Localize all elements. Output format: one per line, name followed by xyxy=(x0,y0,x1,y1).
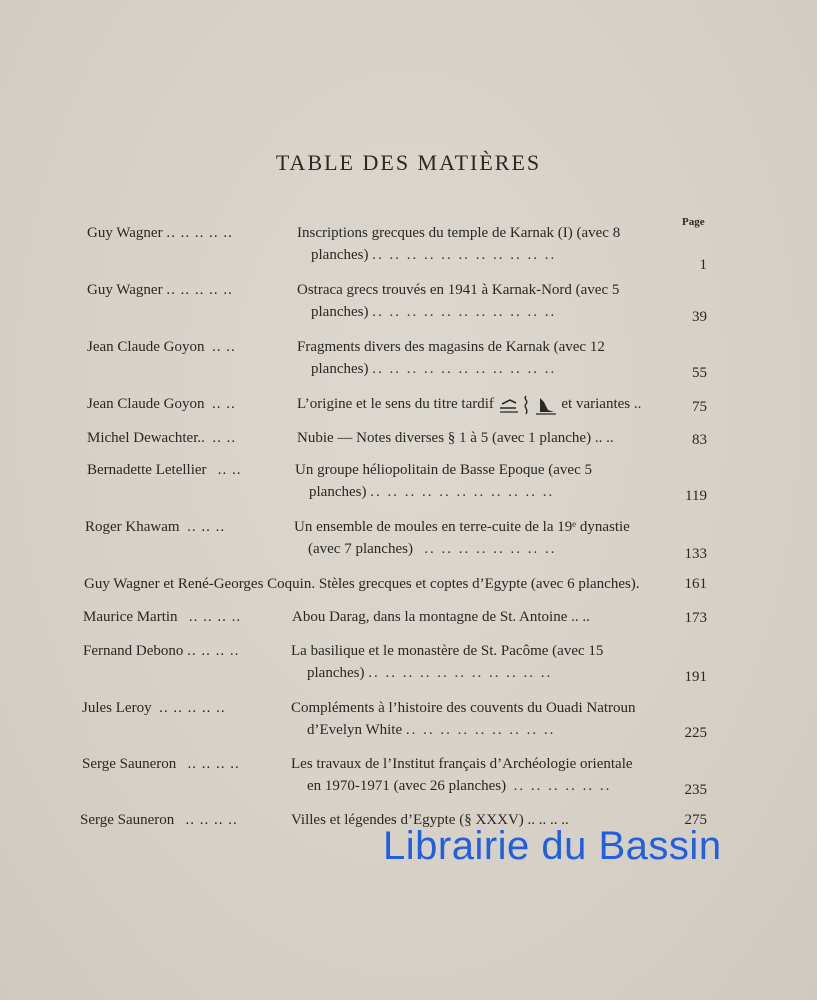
entry-page-number: 235 xyxy=(684,782,707,798)
entry-page-number: 75 xyxy=(692,399,707,415)
entry-page-number: 39 xyxy=(692,309,707,325)
entry-title-continued: (avec 7 planches) xyxy=(308,541,413,557)
title-leaders: .. .. .. .. .. .. xyxy=(513,778,612,794)
entry-title: Villes et légendes d’Egypte (§ XXXV) .. .. .. .. xyxy=(291,812,569,828)
entry-author: Jules Leroy xyxy=(82,700,152,716)
title-leaders: .. .. .. .. .. .. .. .. .. .. .. xyxy=(370,484,555,500)
author-leaders: .. .. .. xyxy=(187,519,226,535)
entry-full-line: Guy Wagner et René-Georges Coquin. Stèles grecques et coptes d’Egypte (avec 6 planches). xyxy=(84,576,640,592)
title-leaders: .. .. .. .. .. .. .. .. .. .. .. xyxy=(372,304,557,320)
author-leaders: .. .. .. .. .. xyxy=(166,282,233,298)
title-leaders: .. .. .. .. .. .. .. .. .. .. .. xyxy=(368,665,553,681)
entry-page-number: 119 xyxy=(685,488,707,504)
entry-page-number: 275 xyxy=(684,812,707,828)
entry-author: Maurice Martin xyxy=(83,609,178,625)
entry-title: L’origine et le sens du titre tardif xyxy=(297,396,494,412)
entry-page-number: 1 xyxy=(699,257,707,273)
entry-author: Guy Wagner xyxy=(87,282,163,298)
hieroglyph-icon xyxy=(498,394,558,416)
entry-page-number: 133 xyxy=(684,546,707,562)
entry-author: Bernadette Letellier xyxy=(87,462,207,478)
entry-author: Serge Sauneron xyxy=(80,812,175,828)
entry-author: Jean Claude Goyon xyxy=(87,396,205,412)
entry-title-continued: planches) xyxy=(309,484,367,500)
entry-title-continued: en 1970-1971 (avec 26 planches) xyxy=(307,778,507,794)
entry-author: Fernand Debono xyxy=(83,643,184,659)
author-leaders: .. .. xyxy=(211,396,236,412)
entry-author: Michel Dewachter.. xyxy=(87,430,205,446)
author-leaders: .. .. xyxy=(212,430,237,446)
title-leaders: .. .. .. .. .. .. .. .. .. xyxy=(405,722,556,738)
entry-title: Fragments divers des magasins de Karnak (avec 12 xyxy=(297,339,605,355)
entry-page-number: 173 xyxy=(684,610,707,626)
entry-page-number: 83 xyxy=(692,432,707,448)
author-leaders: .. .. .. .. xyxy=(187,643,240,659)
entry-author: Roger Khawam xyxy=(85,519,180,535)
page-column-header: Page xyxy=(682,216,705,228)
watermark-text: Librairie du Bassin xyxy=(383,824,722,868)
title-leaders: .. .. .. .. .. .. .. .. xyxy=(424,541,557,557)
entry-page-number: 161 xyxy=(684,576,707,592)
entry-title: Ostraca grecs trouvés en 1941 à Karnak-Nord (avec 5 xyxy=(297,282,620,298)
page-title: TABLE DES MATIÈRES xyxy=(275,150,542,175)
entry-title: Un groupe héliopolitain de Basse Epoque (avec 5 xyxy=(295,462,592,478)
entry-author: Jean Claude Goyon xyxy=(87,339,205,355)
entry-page-number: 55 xyxy=(692,365,707,381)
entry-title: Un ensemble de moules en terre-cuite de la 19ᵉ dynastie xyxy=(294,519,630,535)
author-leaders: .. .. .. .. xyxy=(187,756,240,772)
entry-title-continued: planches) xyxy=(311,247,369,263)
entry-author: Serge Sauneron xyxy=(82,756,177,772)
entry-title-continued: planches) xyxy=(311,304,369,320)
title-leaders: .. .. .. .. .. .. .. .. .. .. .. xyxy=(372,361,557,377)
author-leaders: .. .. xyxy=(217,462,242,478)
entry-title: La basilique et le monastère de St. Pacôme (avec 15 xyxy=(291,643,604,659)
title-leaders: .. .. .. .. .. .. .. .. .. .. .. xyxy=(372,247,557,263)
author-leaders: .. .. .. .. xyxy=(188,609,242,625)
entry-title: Nubie — Notes diverses § 1 à 5 (avec 1 planche) .. .. xyxy=(297,430,614,446)
author-leaders: .. .. .. .. .. xyxy=(166,225,233,241)
entry-title: Abou Darag, dans la montagne de St. Antoine .. .. xyxy=(292,609,590,625)
entry-title-continued: planches) xyxy=(311,361,369,377)
entry-title-continued: planches) xyxy=(307,665,365,681)
author-leaders: .. .. .. .. .. xyxy=(159,700,226,716)
entry-title: Compléments à l’histoire des couvents du Ouadi Natroun xyxy=(291,700,636,716)
author-leaders: .. .. xyxy=(211,339,236,355)
entry-title: Les travaux de l’Institut français d’Archéologie orientale xyxy=(291,756,633,772)
entry-page-number: 225 xyxy=(684,725,707,741)
entry-page-number: 191 xyxy=(684,669,707,685)
author-leaders: .. .. .. .. xyxy=(185,812,238,828)
entry-author: Guy Wagner xyxy=(87,225,163,241)
entry-title-continued: d’Evelyn White xyxy=(307,722,403,738)
entry-title-continued: et variantes .. xyxy=(561,396,642,412)
entry-title: Inscriptions grecques du temple de Karnak (I) (avec 8 xyxy=(297,225,621,241)
